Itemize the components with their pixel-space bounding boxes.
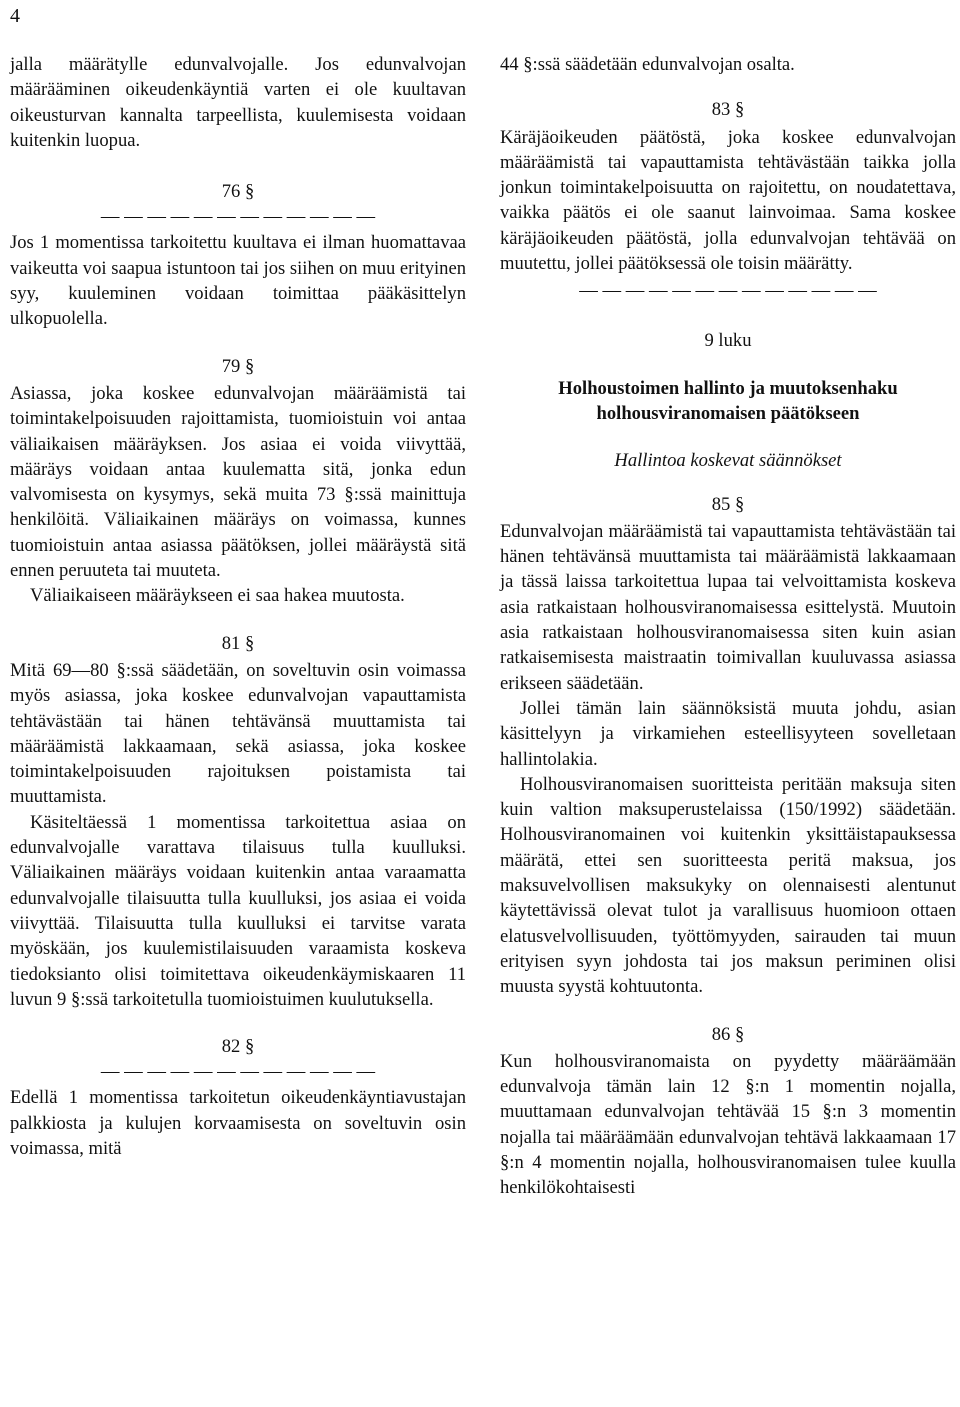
paragraph: jalla määrätylle edunvalvojalle. Jos edunvalvojan määrääminen oikeudenkäyntiä varten ei ole kuultavan oikeusturvan kannalta tarpeellista, kuulemisesta voidaan kuitenkin luopua.	[10, 54, 466, 151]
section-79-title: 79 §	[221, 355, 255, 377]
paragraph: Käsiteltäessä 1 momentissa tarkoitettua asiaa on edunvalvojalle varattava tilaisuus tulla kuulluksi. Väliaikainen määräys voidaan kuitenkin antaa varaamatta edunvalvojalle tilaisuutta tulla kuulluksi, jos asiaa ei voida viivyttää. Tilaisuutta tulla kuulluksi ei tarvitse varata myöskään, jos kuulemistilaisuuden varaamista koskeva tiedoksianto olisi toimitettava oikeudenkäymiskaaren 11 luvun 9 §:ssä tarkoitetulla tuomioistuimen kuulutuksella.	[10, 811, 466, 1010]
section-86-title: 86 §	[711, 1023, 745, 1045]
chapter-number: 9 luku	[704, 330, 752, 352]
paragraph: Holhousviranomaisen suoritteista peritään maksuja siten kuin valtion maksuperustelaissa (150/1992) säädetään. Holhousviranomainen voi kuitenkin yksittäistapauksessa määrätä, ettei sen suoritteesta peritä maksua, jos maksuvelvollisen maksukyky on olennaisesti alentunut käytettävissä olevat tulot ja varallisuus huomioon ottaen elatusvelvollisuuden, työttömyyden, sairauden tai muun erityisen syyn johdosta tai jos maksun periminen olisi muusta syystä kohtuutonta.	[500, 773, 956, 998]
paragraph: 44 §:ssä säädetään edunvalvojan osalta.	[500, 54, 795, 75]
paragraph: Väliaikaiseen määräykseen ei saa hakea muutosta.	[30, 585, 405, 607]
subheading: Hallintoa koskevat säännökset	[614, 450, 842, 472]
paragraph: Käräjäoikeuden päätöstä, joka koskee edunvalvojan määräämistä tai vapauttamista tehtävästään taikka jolla jonkun toimintakelpoisuutta on rajoitettu, on noudatettava, vaikka päätös ei ole saanut lainvoimaa. Sama koskee käräjäoikeuden päätöstä, jolla edunvalvojan tehtävää on muutettu, jollei päätöksessä ole toisin määrätty.	[500, 126, 956, 275]
section-83-title: 83 §	[711, 99, 745, 121]
omission-dashes: — — — — — — — — — — — —	[100, 206, 376, 228]
left-column	[10, 52, 466, 1161]
section-76-title: 76 §	[221, 181, 255, 203]
section-82-title: 82 §	[221, 1036, 255, 1058]
paragraph: Mitä 69—80 §:ssä säädetään, on soveltuvin osin voimassa myös asiassa, joka koskee edunvalvojan vapauttamista tehtävästään tai hänen tehtävänsä muuttamista tai määräämistä lakkaamaan, sekä asiassa, joka koskee toimintakelpoisuuden rajoituksen poistamista tai muuttamista.	[10, 659, 466, 808]
section-81-title: 81 §	[221, 632, 255, 654]
paragraph: Edellä 1 momentissa tarkoitetun oikeudenkäyntiavustajan palkkiosta ja kulujen korvaamisesta on soveltuvin osin voimassa, mitä	[10, 1087, 466, 1159]
page-number: 4	[10, 5, 20, 27]
paragraph: Jos 1 momentissa tarkoitettu kuultava ei ilman huomattavaa vaikeutta voi saapua istuntoon tai jos siihen on muu erityinen syy, kuuleminen voidaan toimittaa pääkäsittelyn ulkopuolella.	[10, 232, 466, 330]
right-column	[500, 52, 956, 1201]
chapter-heading: Holhoustoimen hallinto ja muutoksenhaku holhousviranomaisen päätökseen	[558, 377, 898, 424]
omission-dashes: — — — — — — — — — — — —	[100, 1061, 376, 1083]
paragraph: Asiassa, joka koskee edunvalvojan määräämistä tai toimintakelpoisuuden rajoittamista, tuomioistuin voi antaa väliaikaisen määräyksen. Jos asiaa ei voida viivyttää, määräys voidaan antaa kuulematta sitä, jonka edun valvomisesta on kysymys, sekä muita 73 §:ssä mainittuja henkilöitä. Väliaikainen määräys on voimassa, kunnes tuomioistuin antaa asiassa päätöksen, jollei määräystä sitä ennen peruuteta tai muuteta.	[10, 382, 466, 582]
section-85-title: 85 §	[711, 493, 745, 515]
paragraph: Edunvalvojan määräämistä tai vapauttamista tehtävästään tai hänen tehtävänsä muuttamista tai määräämistä lakkaamaan ja tässä laissa tarkoitettua lupaa tai velvoittamista koskeva asia ratkaistaan holhousviranomaisessa esittelystä. Muutoin asia ratkaistaan holhousviranomaisessa siten kuin asian ratkaisemisesta maistraatin toimivallan kuuluvassa asiassa erikseen säädetään.	[500, 520, 956, 694]
omission-dashes: — — — — — — — — — — — — —	[579, 280, 877, 302]
paragraph: Jollei tämän lain säännöksistä muuta johdu, asian käsittelyyn ja virkamiehen esteellisyyteen sovelletaan hallintolakia.	[500, 697, 956, 770]
paragraph: Kun holhousviranomaista on pyydetty määräämään edunvalvoja tämän lain 12 §:n 1 momentin nojalla, muuttamaan edunvalvojan tehtävää 15 §:n 3 momentin nojalla tai määräämään edunvalvojan tehtävä lakkaamaan 17 §:n 4 momentin nojalla, holhousviranomaisen tulee kuulla henkilökohtaisesti	[500, 1050, 956, 1199]
